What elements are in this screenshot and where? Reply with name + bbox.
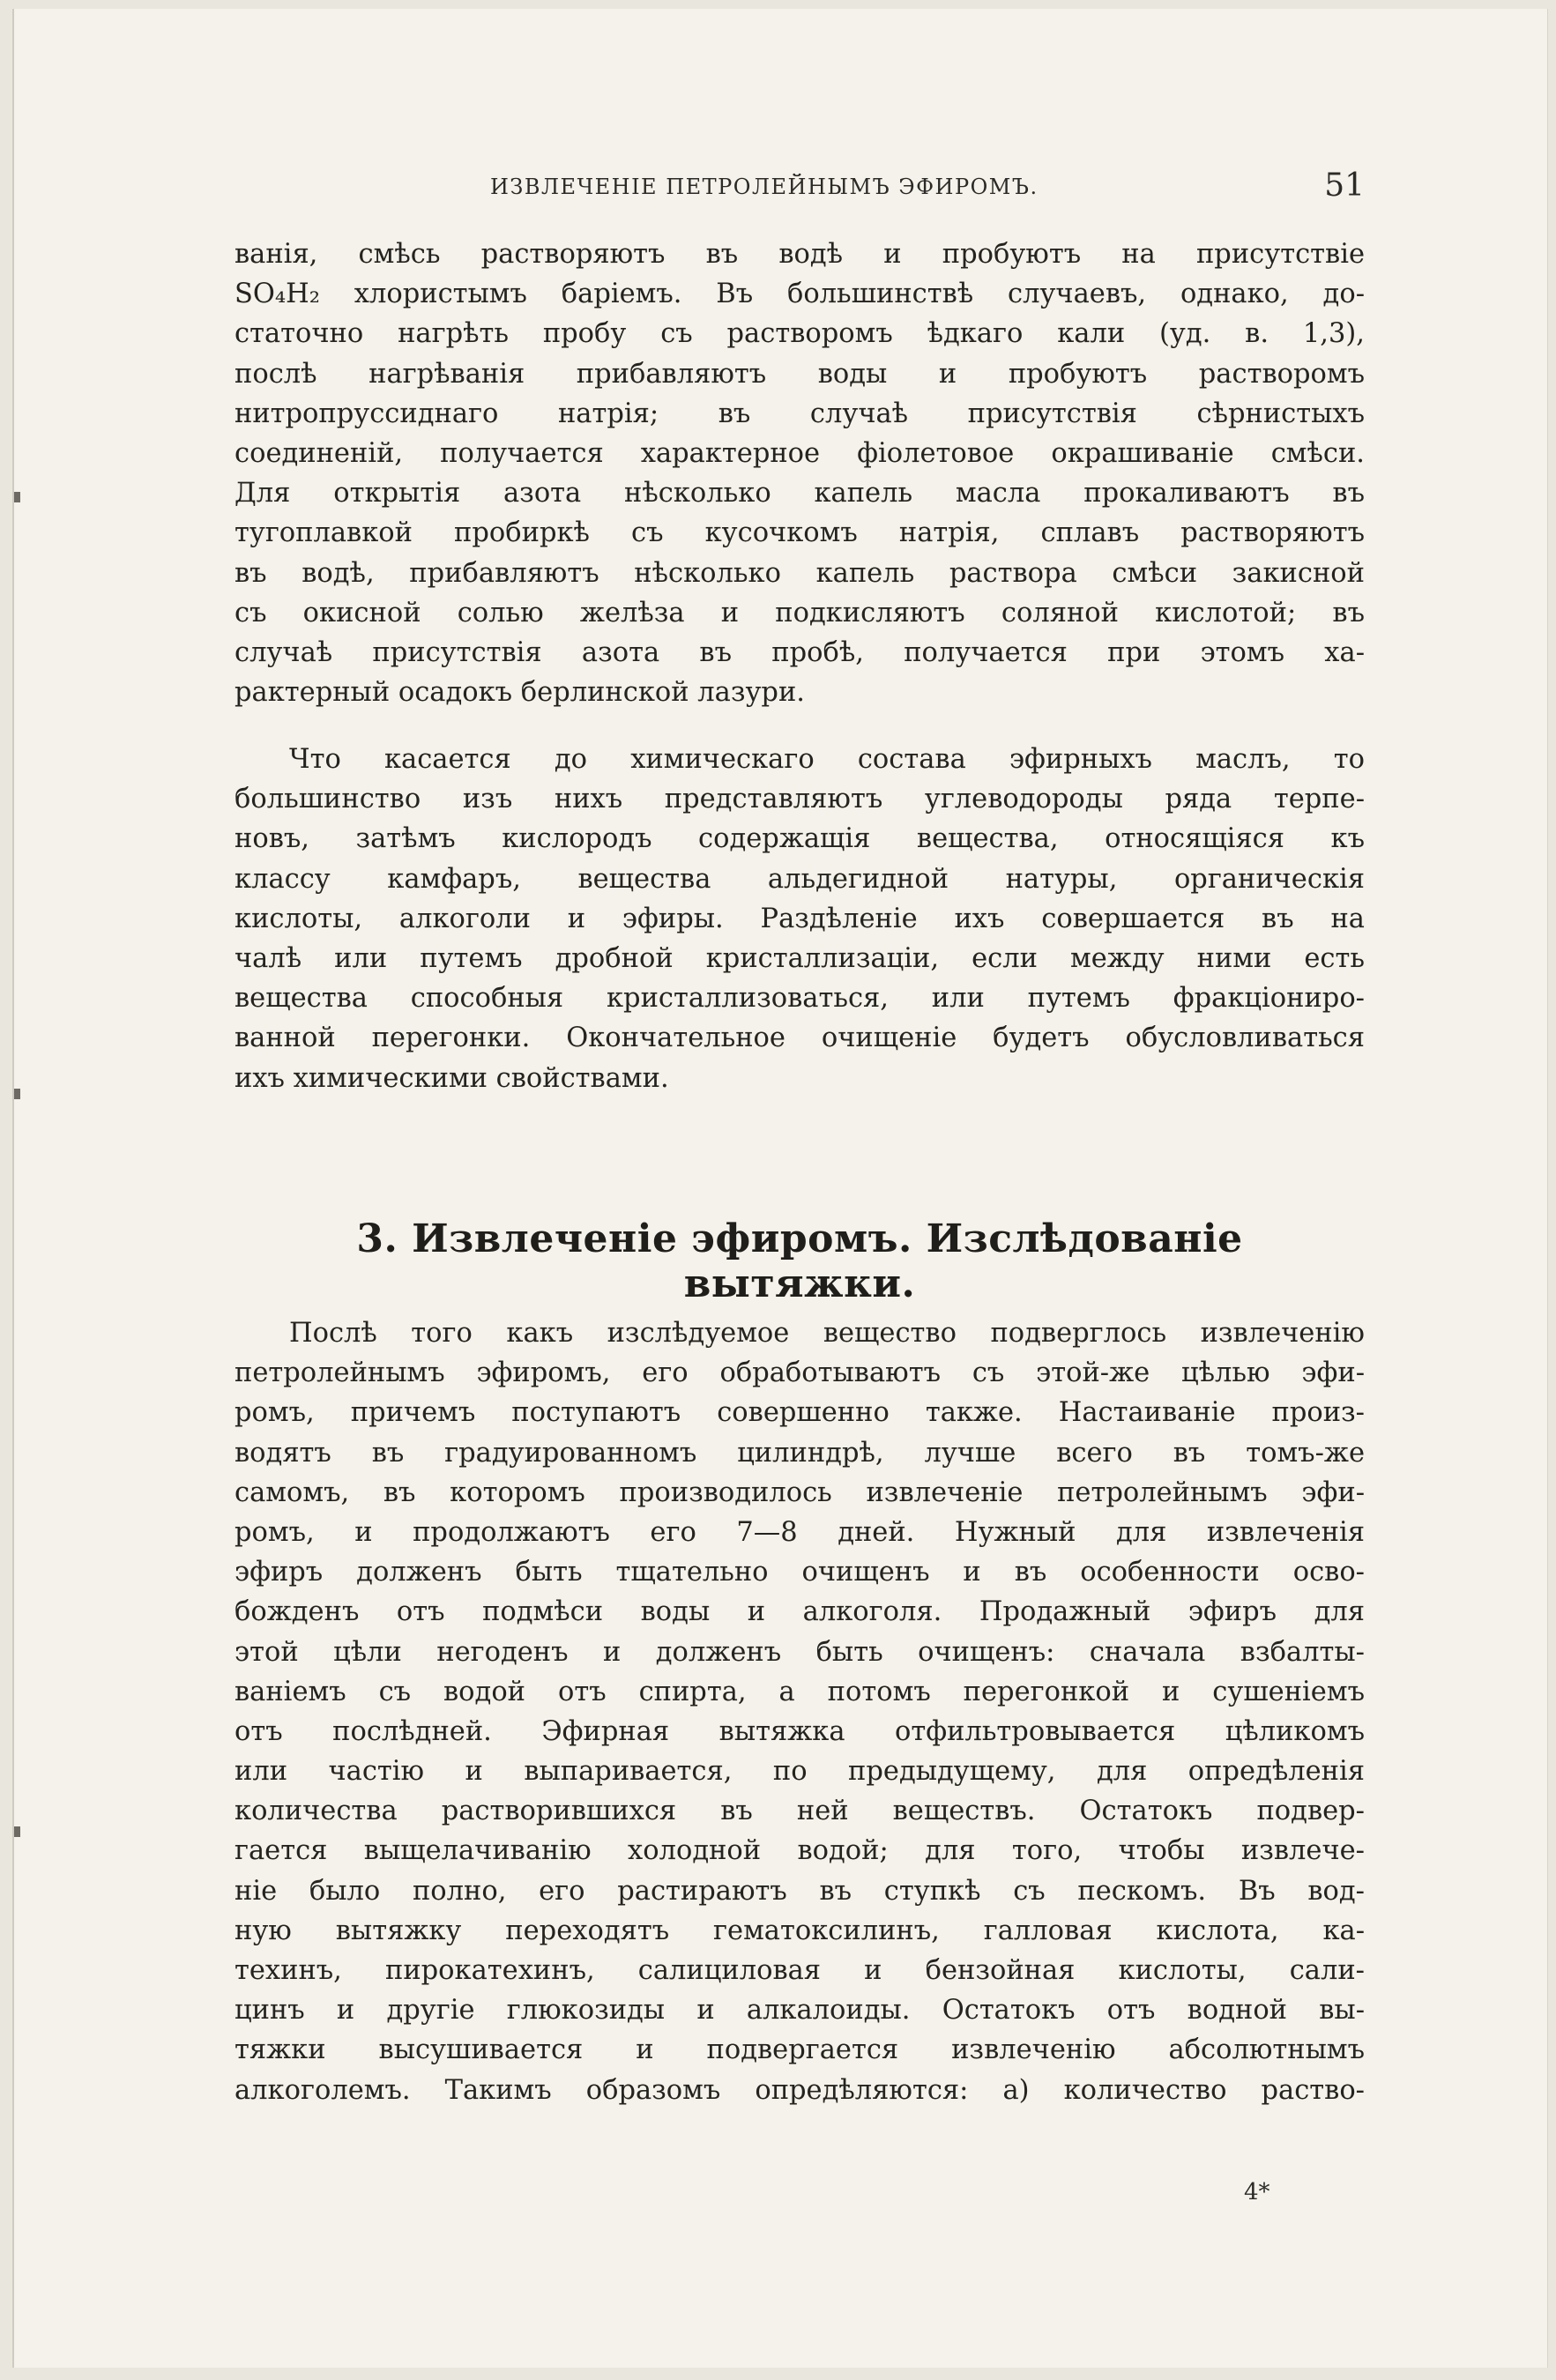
text-line: ванія, смѣсь растворяютъ въ водѣ и пробуютъ на присутствіе — [235, 239, 1365, 270]
margin-mark — [14, 1089, 20, 1099]
text-line: тугоплавкой пробиркѣ съ кусочкомъ натрія, сплавъ растворяютъ — [235, 517, 1365, 549]
text-line: съ окисной солью желѣза и подкисляютъ соляной кислотой; въ — [235, 597, 1365, 628]
text-line: соединеній, получается характерное фіолетовое окрашиваніе смѣси. — [235, 437, 1365, 469]
text-line: ную вытяжку переходятъ гематоксилинъ, галловая кислота, ка- — [235, 1915, 1365, 1946]
page-number: 51 — [1324, 167, 1365, 204]
text-line: божденъ отъ подмѣси воды и алкоголя. Продажный эфиръ для — [235, 1596, 1365, 1628]
text-line: статочно нагрѣть пробу съ растворомъ ѣдкаго кали (уд. в. 1,3), — [235, 318, 1365, 350]
text-line: самомъ, въ которомъ производилось извлеченіе петролейнымъ эфи- — [235, 1476, 1365, 1508]
section-heading: 3. Извлеченіе эфиромъ. Изслѣдованіе вытяжки. — [356, 1216, 1243, 1306]
text-line: эфиръ долженъ быть тщательно очищенъ и въ особенности осво- — [235, 1557, 1365, 1588]
text-line: алкоголемъ. Такимъ образомъ опредѣляются: а) количество раство- — [235, 2074, 1365, 2106]
text-line: ромъ, и продолжаютъ его 7—8 дней. Нужный для извлеченія — [235, 1516, 1365, 1548]
text-line: Для открытія азота нѣсколько капель масла прокаливаютъ въ — [235, 478, 1365, 509]
text-line: нитропруссиднаго натрія; въ случаѣ присутствія сѣрнистыхъ — [235, 398, 1365, 429]
text-line: этой цѣли негоденъ и долженъ быть очищенъ: сначала взбалты- — [235, 1636, 1365, 1668]
text-line: ваніемъ съ водой отъ спирта, а потомъ перегонкой и сушеніемъ — [235, 1676, 1365, 1707]
margin-mark — [14, 492, 20, 502]
text-line: петролейнымъ эфиромъ, его обработываютъ съ этой-же цѣлью эфи- — [235, 1357, 1365, 1389]
text-line: чалѣ или путемъ дробной кристаллизаціи, если между ними есть — [235, 942, 1365, 974]
text-line: случаѣ присутствія азота въ пробѣ, получается при этомъ ха- — [235, 636, 1365, 668]
text-line: рактерный осадокъ берлинской лазури. — [235, 677, 805, 709]
text-line: кислоты, алкоголи и эфиры. Раздѣленіе ихъ совершается въ на — [235, 903, 1365, 934]
text-line: Послѣ того какъ изслѣдуемое вещество подверглось извлеченію — [289, 1318, 1365, 1349]
text-line: цинъ и другіе глюкозиды и алкалоиды. Остатокъ отъ водной вы- — [235, 1995, 1365, 2027]
text-line: ванной перегонки. Окончательное очищеніе будетъ обусловливаться — [235, 1023, 1365, 1054]
margin-mark — [14, 1826, 20, 1837]
paragraph-sulfur-nitrogen-tests — [235, 234, 1365, 712]
text-line: отъ послѣдней. Эфирная вытяжка отфильтровывается цѣликомъ — [235, 1715, 1365, 1747]
text-line: послѣ нагрѣванія прибавляютъ воды и пробуютъ растворомъ — [235, 358, 1365, 390]
text-line: ромъ, причемъ поступаютъ совершенно также. Настаиваніе произ- — [235, 1397, 1365, 1429]
text-line: ніе было полно, его растираютъ въ ступкѣ съ пескомъ. Въ вод- — [235, 1875, 1365, 1907]
running-header — [235, 167, 1365, 212]
book-page — [12, 9, 1548, 2368]
text-line: тяжки высушивается и подвергается извлеченію абсолютнымъ — [235, 2034, 1365, 2066]
paragraph-ether-extraction — [235, 1313, 1365, 2110]
text-line: большинство изъ нихъ представляютъ углеводороды ряда терпе- — [235, 784, 1365, 815]
text-line: водятъ въ градуированномъ цилиндрѣ, лучше всего въ томъ-же — [235, 1437, 1365, 1469]
running-title: ИЗВЛЕЧЕНІЕ ПЕТРОЛЕЙНЫМЪ ЭФИРОМЪ. — [490, 175, 1039, 199]
printer-signature: 4* — [1244, 2179, 1270, 2205]
text-line: ихъ химическими свойствами. — [235, 1062, 669, 1094]
text-line: техинъ, пирокатехинъ, салициловая и бензойная кислоты, сали- — [235, 1955, 1365, 1986]
text-line: гается выщелачиванію холодной водой; для того, чтобы извлече- — [235, 1835, 1365, 1867]
text-line: въ водѣ, прибавляютъ нѣсколько капель раствора смѣси закисной — [235, 557, 1365, 589]
text-line: Что касается до химическаго состава эфирныхъ маслъ, то — [289, 744, 1365, 775]
text-line: новъ, затѣмъ кислородъ содержащія вещества, относящіяся къ — [235, 823, 1365, 855]
text-line: количества растворившихся въ ней веществъ. Остатокъ подвер- — [235, 1796, 1365, 1827]
text-line: SO₄H₂ хлористымъ баріемъ. Въ большинствѣ случаевъ, однако, до- — [235, 279, 1365, 310]
text-line: вещества способныя кристаллизоваться, или путемъ фракціониро- — [235, 983, 1365, 1015]
text-line: или частію и выпаривается, по предыдущему, для опредѣленія — [235, 1756, 1365, 1788]
paragraph-chemical-composition — [235, 740, 1365, 1098]
text-line: классу камфаръ, вещества альдегидной натуры, органическія — [235, 863, 1365, 895]
